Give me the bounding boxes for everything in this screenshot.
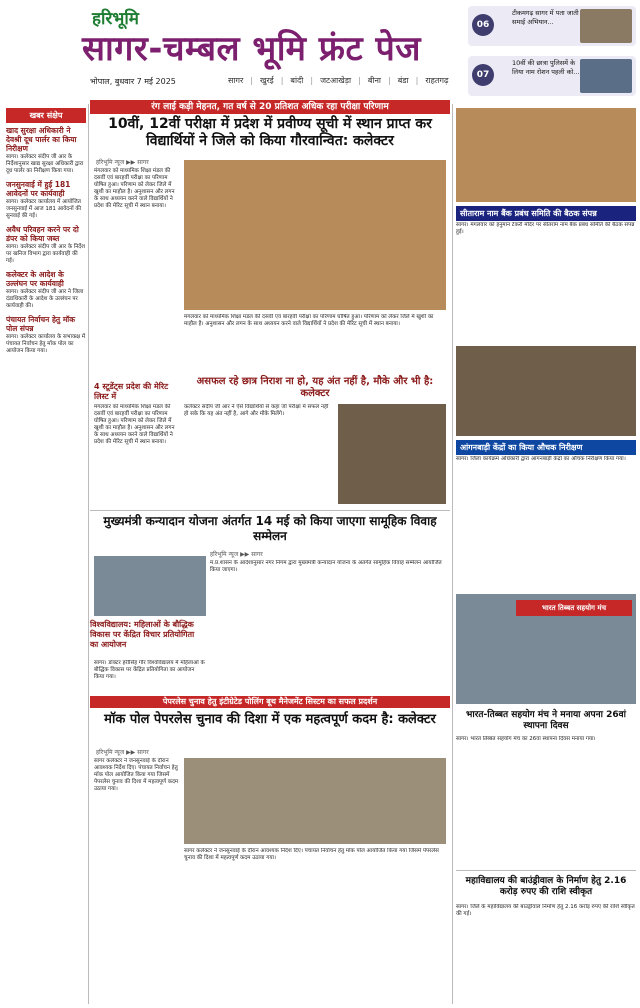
right-story-2-headline[interactable]: आंगनबाड़ी केंद्रों का किया औचक निरीक्षण	[456, 440, 636, 455]
page-title: सागर-चम्बल भूमि फ्रंट पेज	[82, 29, 421, 69]
brief-body: सागर। कलेक्टर संदीप जी आर ने जिला दंडाधिकारी के आदेश के उल्लंघन पर कार्यवाही की।	[6, 289, 84, 309]
city-item[interactable]: बंडा	[397, 75, 409, 85]
students-group-photo	[184, 160, 446, 310]
column-header: खबर संक्षेप	[6, 108, 86, 123]
right-story-1-body: सागर। मंगलवार को हनुमान टेकरी मंदिर पर सीतराम नाम बैंक प्रबंध समिति की बैठक संपन्न हुई।	[456, 222, 635, 235]
city-item[interactable]: जटआखेड़ा	[320, 75, 352, 85]
story-4-headline[interactable]: विश्वविद्यालय: महिलाओं के बौद्धिक विकास पर केंद्रित विचार प्रतियोगिता का आयोजन	[90, 620, 195, 649]
promo-text: टीकमगढ़ सागर में पता जाती समाई अभियान...	[512, 9, 579, 26]
university-photo	[94, 556, 206, 616]
right-story-2-body: सागर। जिला कार्यक्रम अधिकारी द्वारा आंगनबाड़ी केंद्रों का औचक निरीक्षण किया गया।	[456, 456, 626, 462]
brief-title: अवैध परिवहन करने पर दो डंपर को किया जब्त	[6, 225, 79, 243]
promo-photo	[580, 59, 632, 93]
story-2-body: कलेक्टर संदीप जी आर ने ऐसे विद्यार्थियों से कहा जो परीक्षा में सफल नहीं हो सके कि यह अंत नहीं है, आगे और मौके मिलेंगे।	[184, 404, 329, 417]
dateline: भोपाल, बुधवार 7 मई 2025	[90, 77, 176, 86]
story-3-headline[interactable]: मुख्यमंत्री कन्यादान योजना अंतर्गत 14 मई को किया जाएगा सामूहिक विवाह सम्मेलन	[103, 514, 437, 543]
side-promo[interactable]	[468, 56, 636, 96]
story-3-body: म.प्र.शासन के आदेशानुसार नगर निगम द्वारा मुख्यमंत्री कन्यादान योजना के अंतर्गत सामूहिक विवाह सम्मेलन आयोजित किया जाएगा।	[210, 560, 442, 573]
promo-number: 07	[472, 64, 494, 86]
brief-body: सागर। कलेक्टर कार्यालय में आयोजित जनसुनवाई में आज 181 आवेदनों की सुनवाई की गई।	[6, 199, 82, 219]
right-column	[456, 108, 636, 1000]
story-2-headline[interactable]: असफल रहे छात्र निराश ना हो, यह अंत नहीं है, मौके और भी है: कलेक्टर	[196, 376, 434, 399]
lead-body: मंगलवार को माध्यमिक शिक्षा मंडल की दसवीं एवं बारहवीं परीक्षा का परिणाम घोषित हुआ। परिणाम को लेकर जिले में खुशी का माहौल है। अनुशासन और लगन के साथ अध्ययन करने वाले विद्यार्थियों ने प्रदेश की मेरिट सूची में स्थान बनाया।	[94, 168, 175, 209]
story-4-body: सागर। डॉक्टर हरीसिंह गौर विश्वविद्यालय में महिलाओं के बौद्धिक विकास पर केंद्रित प्रतियोगिता का आयोजन किया गया।	[94, 660, 205, 680]
side-promo[interactable]	[468, 6, 636, 46]
section-divider	[456, 870, 636, 871]
lead-body-continued: मंगलवार को माध्यमिक शिक्षा मंडल की दसवीं एवं बारहवीं परीक्षा का परिणाम घोषित हुआ। परिणाम को लेकर जिले में खुशी का माहौल है। अनुशासन और लगन के साथ अध्ययन करने वाले विद्यार्थियों ने प्रदेश की मेरिट सूची में स्थान बनाया।	[94, 404, 175, 445]
brief-title: खाद सुरक्षा अधिकारी ने देवश्री दूध पार्लर का किया निरीक्षण	[6, 126, 77, 153]
promo-photo	[580, 9, 632, 43]
right-story-4-headline[interactable]: महाविद्यालय की बाउंड्रीवाल के निर्माण हेतु 2.16 करोड़ रुपए की राशि स्वीकृत	[465, 876, 627, 897]
column-divider	[452, 104, 453, 1004]
anganwadi-photo	[456, 346, 636, 436]
city-list: सागर | खुरई | बांदी | जटआखेड़ा | बीना | बंडा | राहतगढ़	[228, 75, 449, 85]
brief-body: सागर। कलेक्टर संदीप जी आर के निर्देश पर खनिज विभाग द्वारा कार्यवाही की गई।	[6, 244, 85, 264]
story-5-body-continued: सागर कलेक्टर ने जनसुनवाई के दौरान आवश्यक निर्देश दिए। पंचायत निर्वाचन हेतु मॉक पोल आयोजित किया गया जिसमें पेपरलेस चुनाव की दिशा में महत्वपूर्ण कदम उठाया गया।	[184, 848, 439, 861]
brief-title: पंचायत निर्वाचन हेतु मॉक पोल संपन्न	[6, 315, 76, 333]
city-item[interactable]: बांदी	[290, 75, 304, 85]
story-5-ribbon: पेपरलेस चुनाव हेतु इंटीग्रेटेड पोलिंग बूथ मैनेजमेंट सिस्टम का सफल प्रदर्शन	[90, 696, 450, 708]
brief-title: कलेक्टर के आदेश के उल्लंघन पर कार्यवाही	[6, 270, 64, 288]
city-item[interactable]: सागर	[228, 75, 244, 85]
right-story-4-body: सागर। जिले के महाविद्यालय की बाउंड्रीवाल निर्माण हेतु 2.16 करोड़ रुपए की राशि स्वीकृत की गई।	[456, 904, 635, 917]
brief-item[interactable]	[6, 270, 86, 310]
right-story-1-headline[interactable]: सीताराम नाम बैंक प्रबंध समिति की बैठक संपन्न	[456, 206, 636, 221]
section-divider	[90, 510, 450, 511]
mock-poll-photo	[184, 758, 446, 844]
right-story-3-body: सागर। भारत तिब्बत सहयोग मंच का 26वां स्थापना दिवस मनाया गया।	[456, 736, 596, 742]
brief-item[interactable]	[6, 315, 86, 355]
story-5-headline[interactable]: मॉक पोल पेपरलेस चुनाव की दिशा में एक महत्वपूर्ण कदम है: कलेक्टर	[104, 712, 436, 727]
city-item[interactable]: बीना	[367, 75, 381, 85]
news-brief-column	[6, 108, 86, 1000]
column-divider	[88, 104, 89, 1004]
lead-byline: हरिभूमि न्यूज ▶▶ सागर	[96, 159, 149, 166]
city-item[interactable]: खुरई	[259, 75, 274, 85]
masthead	[0, 0, 640, 100]
brand-logo: हरिभूमि	[92, 9, 139, 29]
promo-text: 10वीं की छात्रा पुलिसमें के लिया नाम रोशन पहली को...	[512, 59, 580, 76]
lead-headline[interactable]: 10वीं, 12वीं परीक्षा में प्रदेश में प्रवीण्य सूची में स्थान प्राप्त कर विद्यार्थियों ने जिले को किया गौरवान्वित: कलेक्टर	[108, 116, 432, 149]
brief-item[interactable]	[6, 126, 86, 175]
lead-body-continued: मंगलवार को माध्यमिक शिक्षा मंडल की दसवीं एवं बारहवीं परीक्षा का परिणाम घोषित हुआ। परिणाम को लेकर जिले में खुशी का माहौल है। अनुशासन और लगन के साथ अध्ययन करने वाले विद्यार्थियों ने प्रदेश की मेरिट सूची में स्थान बनाया।	[184, 314, 434, 327]
story-5-body: सागर कलेक्टर ने जनसुनवाई के दौरान आवश्यक निर्देश दिए। पंचायत निर्वाचन हेतु मॉक पोल आयोजित किया गया जिसमें पेपरलेस चुनाव की दिशा में महत्वपूर्ण कदम उठाया गया।	[94, 758, 179, 792]
story-2-photo	[338, 404, 446, 504]
brief-body: सागर। कलेक्टर संदीप जी आर के निर्देशानुसार खाद्य सुरक्षा अधिकारी द्वारा दूध पार्लर का निरीक्षण किया गया।	[6, 154, 84, 174]
merit-subhead: 4 स्टूडेंट्स प्रदेश की मेरिट लिस्ट में	[94, 382, 169, 401]
meeting-photo	[456, 108, 636, 202]
promo-number: 06	[472, 14, 494, 36]
tibet-banner: भारत तिब्बत सहयोग मंच	[516, 600, 632, 616]
lead-ribbon: रंग लाई कड़ी मेहनत, गत वर्ष से 20 प्रतिशत अधिक रहा परीक्षा परिणाम	[90, 100, 450, 114]
story-5-byline: हरिभूमि न्यूज ▶▶ सागर	[96, 749, 149, 756]
brief-item[interactable]	[6, 225, 86, 265]
brief-item[interactable]	[6, 180, 86, 220]
city-item[interactable]: राहतगढ़	[425, 75, 449, 85]
brief-body: सागर। कलेक्टर कार्यालय के सभाकक्ष में पंचायत निर्वाचन हेतु मॉक पोल का आयोजन किया गया।	[6, 334, 86, 354]
right-story-3-headline[interactable]: भारत-तिब्बत सहयोग मंच ने मनाया अपना 26वां स्थापना दिवस	[466, 710, 626, 731]
brief-title: जनसुनवाई में हुई 181 आवेदनों पर कार्यवाही	[6, 180, 71, 198]
story-3-byline: हरिभूमि न्यूज ▶▶ सागर	[210, 551, 263, 558]
